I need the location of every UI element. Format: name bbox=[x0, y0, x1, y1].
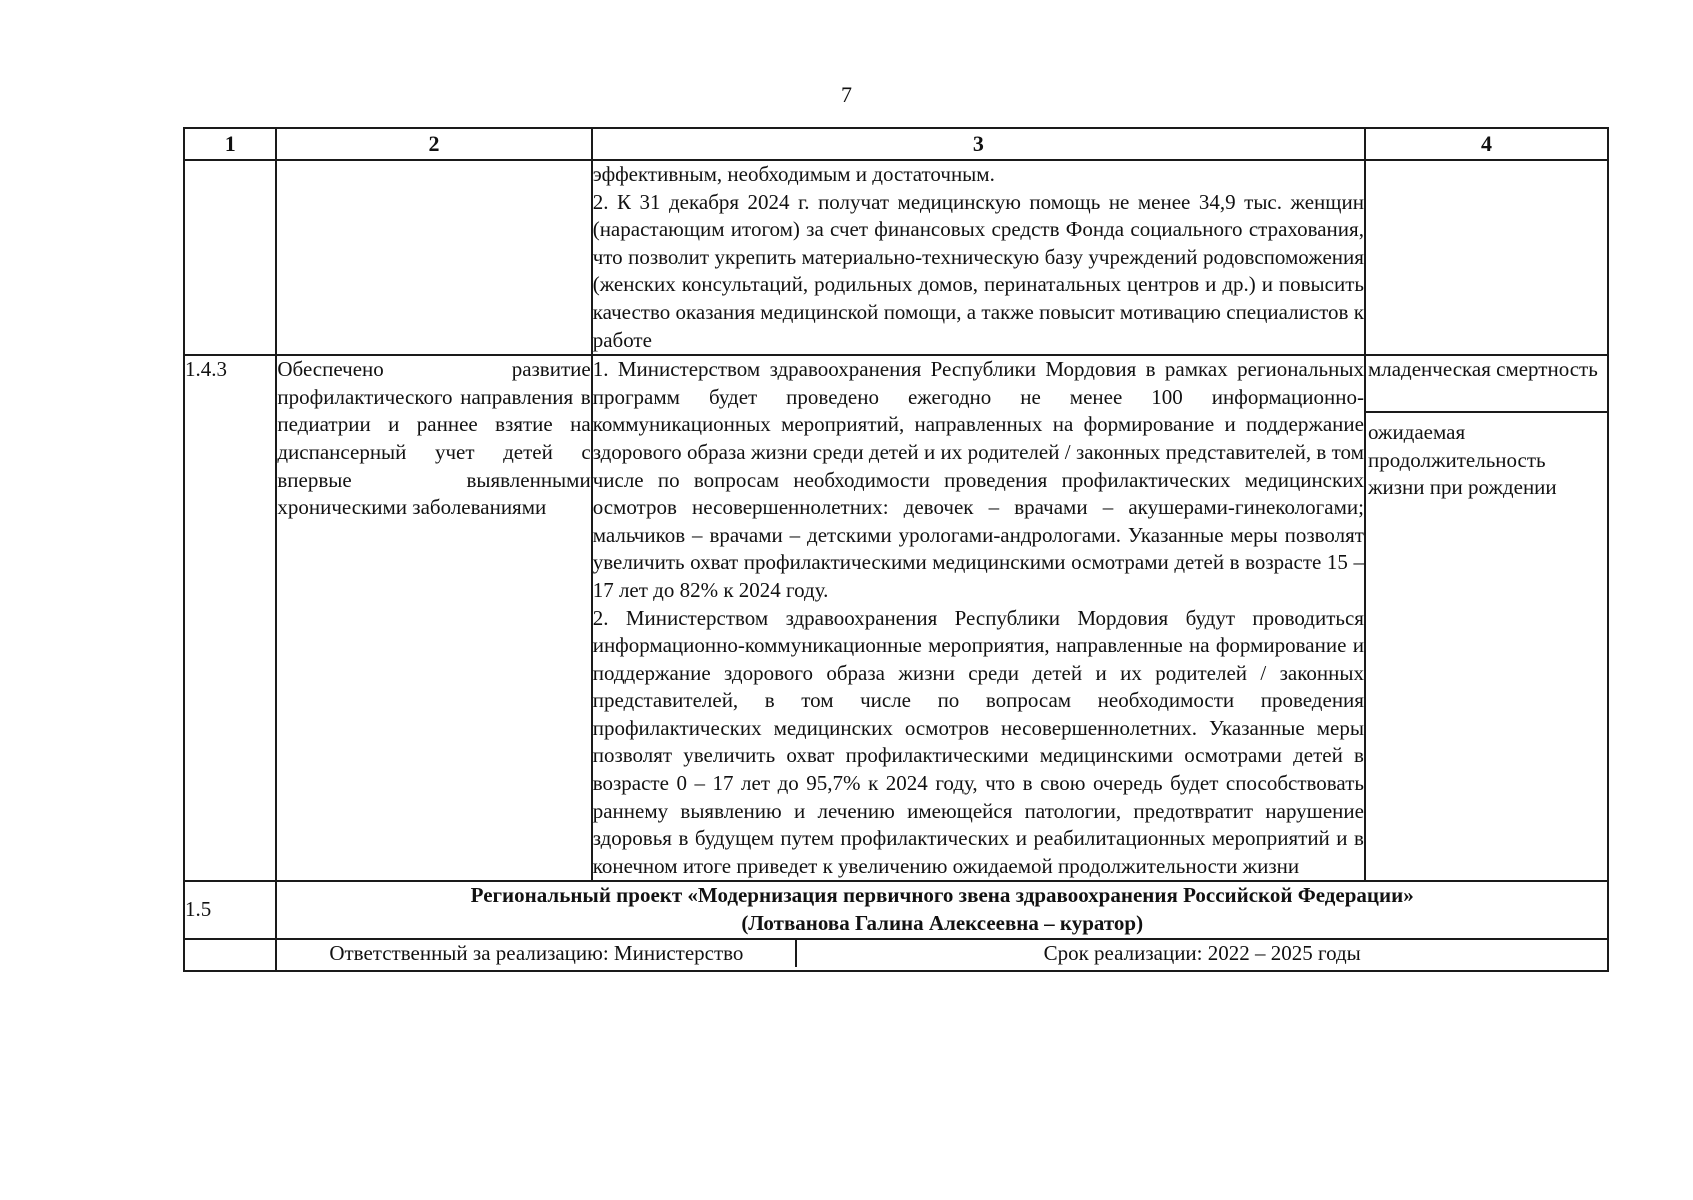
row-number: 1.4.3 bbox=[184, 355, 276, 881]
indicator-life-expectancy: ожидаемая продолжительность жизни при рождении bbox=[1367, 420, 1557, 500]
indicator-infant-mortality: младенческая смертность bbox=[1366, 356, 1607, 413]
project-title-line-1: Региональный проект «Модернизация первичного звена здравоохранения Российской Федерации» bbox=[470, 883, 1414, 908]
cell-indicators bbox=[1365, 355, 1608, 881]
header-col-3: 3 bbox=[592, 128, 1365, 160]
project-title-line-2: (Лотванова Галина Алексеевна – куратор) bbox=[741, 911, 1144, 936]
table-row-1-5 bbox=[184, 881, 1608, 938]
cell-empty-num bbox=[184, 939, 276, 971]
cell-empty-num bbox=[184, 160, 276, 355]
table-row-responsible bbox=[184, 939, 1608, 971]
header-col-1: 1 bbox=[184, 128, 276, 160]
program-table bbox=[183, 127, 1609, 972]
table-row-continuation bbox=[184, 160, 1608, 355]
paragraph: 2. Министерством здравоохранения Республики Мордовия будут проводиться информационно-коммуникационные мероприятия, направленные на формирование и поддержание здорового образа жизни среди детей и их родителей / законных представителей, в том числе по вопросам необходимости проведения профилактических медицинских осмотров несовершеннолетних. Указанные меры позволят увеличить охват профилактическими медицинскими осмотрами детей в возрасте 0 – 17 лет до 95,7% к 2024 году, что в свою очередь будет способствовать раннему выявлению и лечению имеющейся патологии, предотвратит нарушение здоровья в будущем путем профилактических и реабилитационных мероприятий и в конечном итоге приведет к увеличению ожидаемой продолжительности жизни bbox=[592, 605, 1364, 878]
row-number: 1.5 bbox=[184, 881, 276, 938]
cell-empty-title bbox=[276, 160, 591, 355]
header-col-2: 2 bbox=[276, 128, 591, 160]
paragraph: 1. Министерством здравоохранения Республики Мордовия в рамках региональных программ будет проведено ежегодно не менее 100 информационно-коммуникационных мероприятий, направленных на формирование и поддержание здорового образа жизни среди детей и их родителей / законных представителей, в том числе по вопросам необходимости проведения профилактических медицинских осмотров несовершеннолетних: девочек – врачами – акушерами-гинекологами; мальчиков – врачами – детскими урологами-андрологами. Указанные меры позволят увеличить охват профилактическими медицинскими осмотрами детей в возрасте 15 – 17 лет до 82% к 2024 году. bbox=[592, 357, 1364, 602]
task-title: Обеспечено развитие профилактического направления в педиатрии и раннее взятие на диспансерный учет детей с впервые выявленными хроническими заболеваниями bbox=[276, 355, 591, 881]
paragraph: эффективным, необходимым и достаточным. bbox=[592, 162, 995, 186]
cell-results bbox=[592, 355, 1365, 881]
page-number: 7 bbox=[841, 82, 852, 107]
cell-empty-indicator bbox=[1365, 160, 1608, 355]
header-row bbox=[184, 128, 1608, 160]
responsible-text: Ответственный за реализацию: Министерство bbox=[277, 940, 797, 968]
project-title bbox=[276, 881, 1608, 938]
period-text: Срок реализации: 2022 – 2025 годы bbox=[1043, 940, 1361, 965]
table-row-1-4-3 bbox=[184, 355, 1608, 881]
header-col-4: 4 bbox=[1365, 128, 1608, 160]
paragraph: 2. К 31 декабря 2024 г. получат медицинскую помощь не менее 34,9 тыс. женщин (нарастающим итогом) за счет финансовых средств Фонда социального страхования, что позволит укрепить материально-техническую базу учреждений родовспоможения (женских консультаций, родильных домов, перинатальных центров и др.) и повысить качество оказания медицинской помощи, а также повысит мотивацию специалистов к работе bbox=[592, 189, 1364, 352]
cell-responsible-period bbox=[276, 939, 1608, 971]
cell-results-continuation bbox=[592, 160, 1365, 355]
